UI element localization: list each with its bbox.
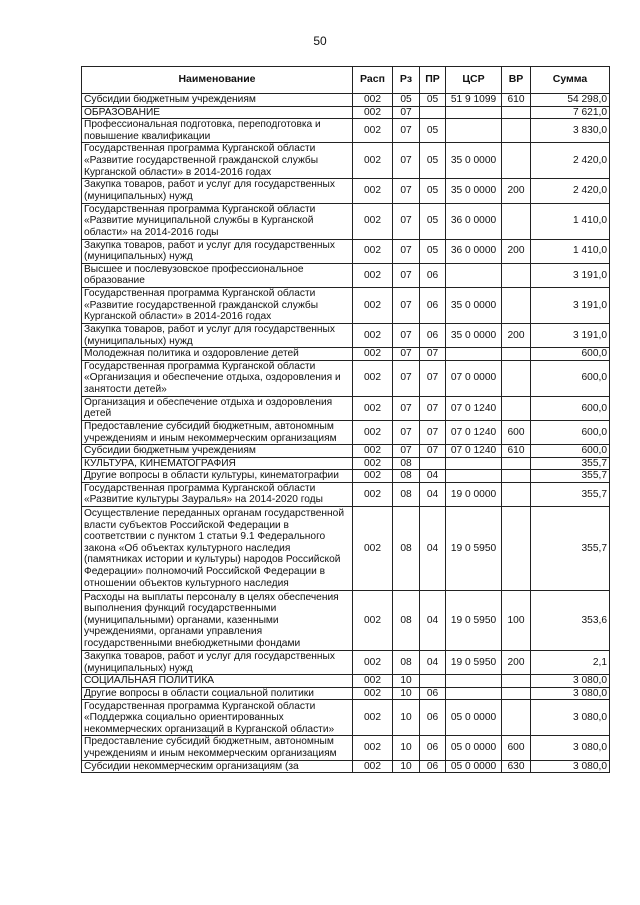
row-vr: 610 bbox=[502, 94, 531, 107]
row-name: Молодежная политика и оздоровление детей bbox=[82, 348, 353, 361]
row-rz: 07 bbox=[393, 348, 420, 361]
row-vr bbox=[502, 396, 531, 420]
table-row bbox=[82, 457, 610, 470]
table-row bbox=[82, 700, 610, 736]
row-csr: 07 0 1240 bbox=[446, 445, 502, 458]
row-pr: 06 bbox=[420, 287, 446, 323]
row-vr: 600 bbox=[502, 736, 531, 760]
table-row bbox=[82, 470, 610, 483]
row-csr: 19 0 5950 bbox=[446, 507, 502, 591]
row-rz: 10 bbox=[393, 687, 420, 700]
row-rz: 07 bbox=[393, 143, 420, 179]
header-csr: ЦСР bbox=[446, 67, 502, 94]
row-sum: 1 410,0 bbox=[531, 203, 610, 239]
row-name: Субсидии некоммерческим организациям (за bbox=[82, 760, 353, 773]
row-pr: 04 bbox=[420, 591, 446, 651]
row-pr: 05 bbox=[420, 94, 446, 107]
row-rz: 07 bbox=[393, 106, 420, 119]
row-csr: 07 0 1240 bbox=[446, 420, 502, 444]
row-name: Государственная программа Курганской области «Развитие культуры Зауралья» на 2014-2020 годы bbox=[82, 482, 353, 506]
row-rz: 08 bbox=[393, 651, 420, 675]
row-rasp: 002 bbox=[353, 106, 393, 119]
row-rz: 08 bbox=[393, 507, 420, 591]
row-sum: 3 191,0 bbox=[531, 323, 610, 347]
row-csr: 19 0 0000 bbox=[446, 482, 502, 506]
row-rz: 08 bbox=[393, 591, 420, 651]
row-rz: 07 bbox=[393, 396, 420, 420]
row-sum: 54 298,0 bbox=[531, 94, 610, 107]
row-sum: 3 080,0 bbox=[531, 675, 610, 688]
table-row bbox=[82, 651, 610, 675]
row-name: Высшее и послевузовское профессиональное образование bbox=[82, 263, 353, 287]
row-sum: 355,7 bbox=[531, 507, 610, 591]
table-row bbox=[82, 507, 610, 591]
table-row bbox=[82, 687, 610, 700]
row-rz: 07 bbox=[393, 420, 420, 444]
row-name: КУЛЬТУРА, КИНЕМАТОГРАФИЯ bbox=[82, 457, 353, 470]
row-rasp: 002 bbox=[353, 119, 393, 143]
row-rasp: 002 bbox=[353, 457, 393, 470]
row-rz: 07 bbox=[393, 239, 420, 263]
row-vr bbox=[502, 700, 531, 736]
row-vr: 610 bbox=[502, 445, 531, 458]
table-row bbox=[82, 106, 610, 119]
row-pr: 07 bbox=[420, 396, 446, 420]
row-name: ОБРАЗОВАНИЕ bbox=[82, 106, 353, 119]
row-rasp: 002 bbox=[353, 360, 393, 396]
row-sum: 600,0 bbox=[531, 348, 610, 361]
row-rz: 07 bbox=[393, 360, 420, 396]
row-rz: 08 bbox=[393, 457, 420, 470]
row-csr bbox=[446, 119, 502, 143]
budget-table bbox=[81, 66, 610, 773]
row-sum: 3 080,0 bbox=[531, 736, 610, 760]
row-pr: 05 bbox=[420, 239, 446, 263]
row-sum: 3 080,0 bbox=[531, 700, 610, 736]
table-row bbox=[82, 591, 610, 651]
row-csr bbox=[446, 263, 502, 287]
row-vr bbox=[502, 470, 531, 483]
table-row bbox=[82, 287, 610, 323]
row-pr: 05 bbox=[420, 203, 446, 239]
row-rz: 10 bbox=[393, 675, 420, 688]
row-csr: 05 0 0000 bbox=[446, 736, 502, 760]
table-header-row bbox=[82, 67, 610, 94]
row-pr: 06 bbox=[420, 700, 446, 736]
row-rz: 05 bbox=[393, 94, 420, 107]
table-row bbox=[82, 482, 610, 506]
row-vr bbox=[502, 106, 531, 119]
header-rz: Рз bbox=[393, 67, 420, 94]
row-csr: 35 0 0000 bbox=[446, 143, 502, 179]
header-rasp: Расп bbox=[353, 67, 393, 94]
table-row bbox=[82, 119, 610, 143]
table-row bbox=[82, 94, 610, 107]
row-rasp: 002 bbox=[353, 323, 393, 347]
row-pr: 04 bbox=[420, 482, 446, 506]
row-csr: 19 0 5950 bbox=[446, 591, 502, 651]
row-rasp: 002 bbox=[353, 591, 393, 651]
row-name: Закупка товаров, работ и услуг для государственных (муниципальных) нужд bbox=[82, 239, 353, 263]
row-name: Государственная программа Курганской области «Развитие муниципальной службы в Курганской области» на 2014-2016 годы bbox=[82, 203, 353, 239]
row-csr: 36 0 0000 bbox=[446, 239, 502, 263]
table-row bbox=[82, 203, 610, 239]
row-pr bbox=[420, 106, 446, 119]
table-row bbox=[82, 675, 610, 688]
row-name: Государственная программа Курганской области «Развитие государственной гражданской службы Курганской области» в 2014-2016 годах bbox=[82, 287, 353, 323]
row-rasp: 002 bbox=[353, 470, 393, 483]
row-csr bbox=[446, 675, 502, 688]
row-vr bbox=[502, 507, 531, 591]
row-pr: 06 bbox=[420, 736, 446, 760]
row-csr: 07 0 0000 bbox=[446, 360, 502, 396]
row-csr: 07 0 1240 bbox=[446, 396, 502, 420]
table-row bbox=[82, 396, 610, 420]
table-row bbox=[82, 263, 610, 287]
row-rasp: 002 bbox=[353, 507, 393, 591]
row-sum: 2,1 bbox=[531, 651, 610, 675]
row-pr: 04 bbox=[420, 470, 446, 483]
row-vr: 200 bbox=[502, 651, 531, 675]
table-row bbox=[82, 736, 610, 760]
row-vr bbox=[502, 143, 531, 179]
row-csr bbox=[446, 457, 502, 470]
row-sum: 600,0 bbox=[531, 360, 610, 396]
row-rasp: 002 bbox=[353, 348, 393, 361]
row-csr bbox=[446, 687, 502, 700]
row-csr bbox=[446, 348, 502, 361]
row-sum: 3 191,0 bbox=[531, 287, 610, 323]
row-rasp: 002 bbox=[353, 687, 393, 700]
row-rasp: 002 bbox=[353, 445, 393, 458]
row-vr: 200 bbox=[502, 179, 531, 203]
row-rasp: 002 bbox=[353, 396, 393, 420]
row-name: Осуществление переданных органам государственной власти субъектов Российской Федерации в соответствии с пунктом 1 статьи 9.1 Федерального закона «Об объектах культурного наследия (памятниках истории и культуры) народов Российской Федерации» полномочий Российской Федерации в отношении объектов культурного наследия bbox=[82, 507, 353, 591]
row-name: Государственная программа Курганской области «Развитие государственной гражданской службы Курганской области» в 2014-2016 годах bbox=[82, 143, 353, 179]
row-vr bbox=[502, 360, 531, 396]
row-rasp: 002 bbox=[353, 420, 393, 444]
row-pr bbox=[420, 675, 446, 688]
row-csr: 35 0 0000 bbox=[446, 287, 502, 323]
row-name: Профессиональная подготовка, переподготовка и повышение квалификации bbox=[82, 119, 353, 143]
row-sum: 2 420,0 bbox=[531, 179, 610, 203]
row-pr: 07 bbox=[420, 360, 446, 396]
row-sum: 2 420,0 bbox=[531, 143, 610, 179]
row-name: Закупка товаров, работ и услуг для государственных (муниципальных) нужд bbox=[82, 323, 353, 347]
row-name: Государственная программа Курганской области «Организация и обеспечение отдыха, оздоровления и занятости детей» bbox=[82, 360, 353, 396]
row-sum: 3 191,0 bbox=[531, 263, 610, 287]
row-csr bbox=[446, 106, 502, 119]
row-sum: 7 621,0 bbox=[531, 106, 610, 119]
row-rz: 10 bbox=[393, 760, 420, 773]
row-pr bbox=[420, 457, 446, 470]
row-rasp: 002 bbox=[353, 651, 393, 675]
row-name: СОЦИАЛЬНАЯ ПОЛИТИКА bbox=[82, 675, 353, 688]
row-name: Расходы на выплаты персоналу в целях обеспечения выполнения функций государственными (муниципальными) органами, казенными учреждениями, органами управления государственными внебюджетными фондами bbox=[82, 591, 353, 651]
row-name: Другие вопросы в области культуры, кинематографии bbox=[82, 470, 353, 483]
row-pr: 06 bbox=[420, 687, 446, 700]
row-vr: 630 bbox=[502, 760, 531, 773]
row-vr bbox=[502, 287, 531, 323]
row-sum: 353,6 bbox=[531, 591, 610, 651]
header-sum: Сумма bbox=[531, 67, 610, 94]
table-row bbox=[82, 445, 610, 458]
row-vr bbox=[502, 687, 531, 700]
row-vr bbox=[502, 203, 531, 239]
row-sum: 600,0 bbox=[531, 420, 610, 444]
row-pr: 06 bbox=[420, 263, 446, 287]
row-name: Субсидии бюджетным учреждениям bbox=[82, 94, 353, 107]
row-rasp: 002 bbox=[353, 179, 393, 203]
row-rasp: 002 bbox=[353, 203, 393, 239]
row-sum: 3 080,0 bbox=[531, 760, 610, 773]
row-sum: 355,7 bbox=[531, 470, 610, 483]
row-csr bbox=[446, 470, 502, 483]
row-sum: 355,7 bbox=[531, 482, 610, 506]
table-row bbox=[82, 360, 610, 396]
row-rz: 07 bbox=[393, 263, 420, 287]
row-rz: 07 bbox=[393, 323, 420, 347]
row-rasp: 002 bbox=[353, 94, 393, 107]
row-csr: 35 0 0000 bbox=[446, 323, 502, 347]
row-rasp: 002 bbox=[353, 263, 393, 287]
row-rz: 08 bbox=[393, 470, 420, 483]
row-pr: 07 bbox=[420, 348, 446, 361]
row-vr: 100 bbox=[502, 591, 531, 651]
row-rz: 07 bbox=[393, 119, 420, 143]
row-name: Предоставление субсидий бюджетным, автономным учреждениям и иным некоммерческим организациям bbox=[82, 736, 353, 760]
row-sum: 600,0 bbox=[531, 445, 610, 458]
table-row bbox=[82, 179, 610, 203]
header-name: Наименование bbox=[82, 67, 353, 94]
row-name: Субсидии бюджетным учреждениям bbox=[82, 445, 353, 458]
row-rz: 07 bbox=[393, 445, 420, 458]
row-vr: 600 bbox=[502, 420, 531, 444]
row-vr: 200 bbox=[502, 323, 531, 347]
row-rz: 10 bbox=[393, 700, 420, 736]
row-rz: 10 bbox=[393, 736, 420, 760]
row-name: Государственная программа Курганской области «Поддержка социально ориентированных некоммерческих организаций в Курганской области» bbox=[82, 700, 353, 736]
row-csr: 36 0 0000 bbox=[446, 203, 502, 239]
row-rasp: 002 bbox=[353, 700, 393, 736]
row-sum: 3 830,0 bbox=[531, 119, 610, 143]
row-rasp: 002 bbox=[353, 760, 393, 773]
row-csr: 19 0 5950 bbox=[446, 651, 502, 675]
row-sum: 3 080,0 bbox=[531, 687, 610, 700]
table-row bbox=[82, 323, 610, 347]
row-rasp: 002 bbox=[353, 736, 393, 760]
row-rz: 07 bbox=[393, 203, 420, 239]
row-sum: 355,7 bbox=[531, 457, 610, 470]
row-pr: 07 bbox=[420, 420, 446, 444]
row-pr: 04 bbox=[420, 507, 446, 591]
row-name: Закупка товаров, работ и услуг для государственных (муниципальных) нужд bbox=[82, 651, 353, 675]
row-vr bbox=[502, 119, 531, 143]
row-rasp: 002 bbox=[353, 482, 393, 506]
row-rasp: 002 bbox=[353, 239, 393, 263]
row-vr bbox=[502, 675, 531, 688]
row-vr: 200 bbox=[502, 239, 531, 263]
table-row bbox=[82, 348, 610, 361]
row-rasp: 002 bbox=[353, 143, 393, 179]
row-pr: 07 bbox=[420, 445, 446, 458]
row-csr: 51 9 1099 bbox=[446, 94, 502, 107]
row-sum: 1 410,0 bbox=[531, 239, 610, 263]
row-csr: 05 0 0000 bbox=[446, 700, 502, 736]
row-pr: 06 bbox=[420, 323, 446, 347]
row-rz: 07 bbox=[393, 287, 420, 323]
row-rz: 08 bbox=[393, 482, 420, 506]
row-pr: 05 bbox=[420, 143, 446, 179]
row-vr bbox=[502, 263, 531, 287]
table-row bbox=[82, 143, 610, 179]
row-rz: 07 bbox=[393, 179, 420, 203]
row-name: Организация и обеспечение отдыха и оздоровления детей bbox=[82, 396, 353, 420]
table-row bbox=[82, 420, 610, 444]
table-row bbox=[82, 239, 610, 263]
row-name: Другие вопросы в области социальной политики bbox=[82, 687, 353, 700]
row-csr: 05 0 0000 bbox=[446, 760, 502, 773]
row-rasp: 002 bbox=[353, 675, 393, 688]
header-vr: ВР bbox=[502, 67, 531, 94]
page-number: 50 bbox=[313, 34, 327, 48]
row-csr: 35 0 0000 bbox=[446, 179, 502, 203]
row-pr: 05 bbox=[420, 179, 446, 203]
row-sum: 600,0 bbox=[531, 396, 610, 420]
row-rasp: 002 bbox=[353, 287, 393, 323]
row-pr: 06 bbox=[420, 760, 446, 773]
table-row bbox=[82, 760, 610, 773]
row-vr bbox=[502, 348, 531, 361]
row-pr: 04 bbox=[420, 651, 446, 675]
row-name: Предоставление субсидий бюджетным, автономным учреждениям и иным некоммерческим организациям bbox=[82, 420, 353, 444]
row-vr bbox=[502, 482, 531, 506]
row-vr bbox=[502, 457, 531, 470]
header-pr: ПР bbox=[420, 67, 446, 94]
row-name: Закупка товаров, работ и услуг для государственных (муниципальных) нужд bbox=[82, 179, 353, 203]
row-pr: 05 bbox=[420, 119, 446, 143]
